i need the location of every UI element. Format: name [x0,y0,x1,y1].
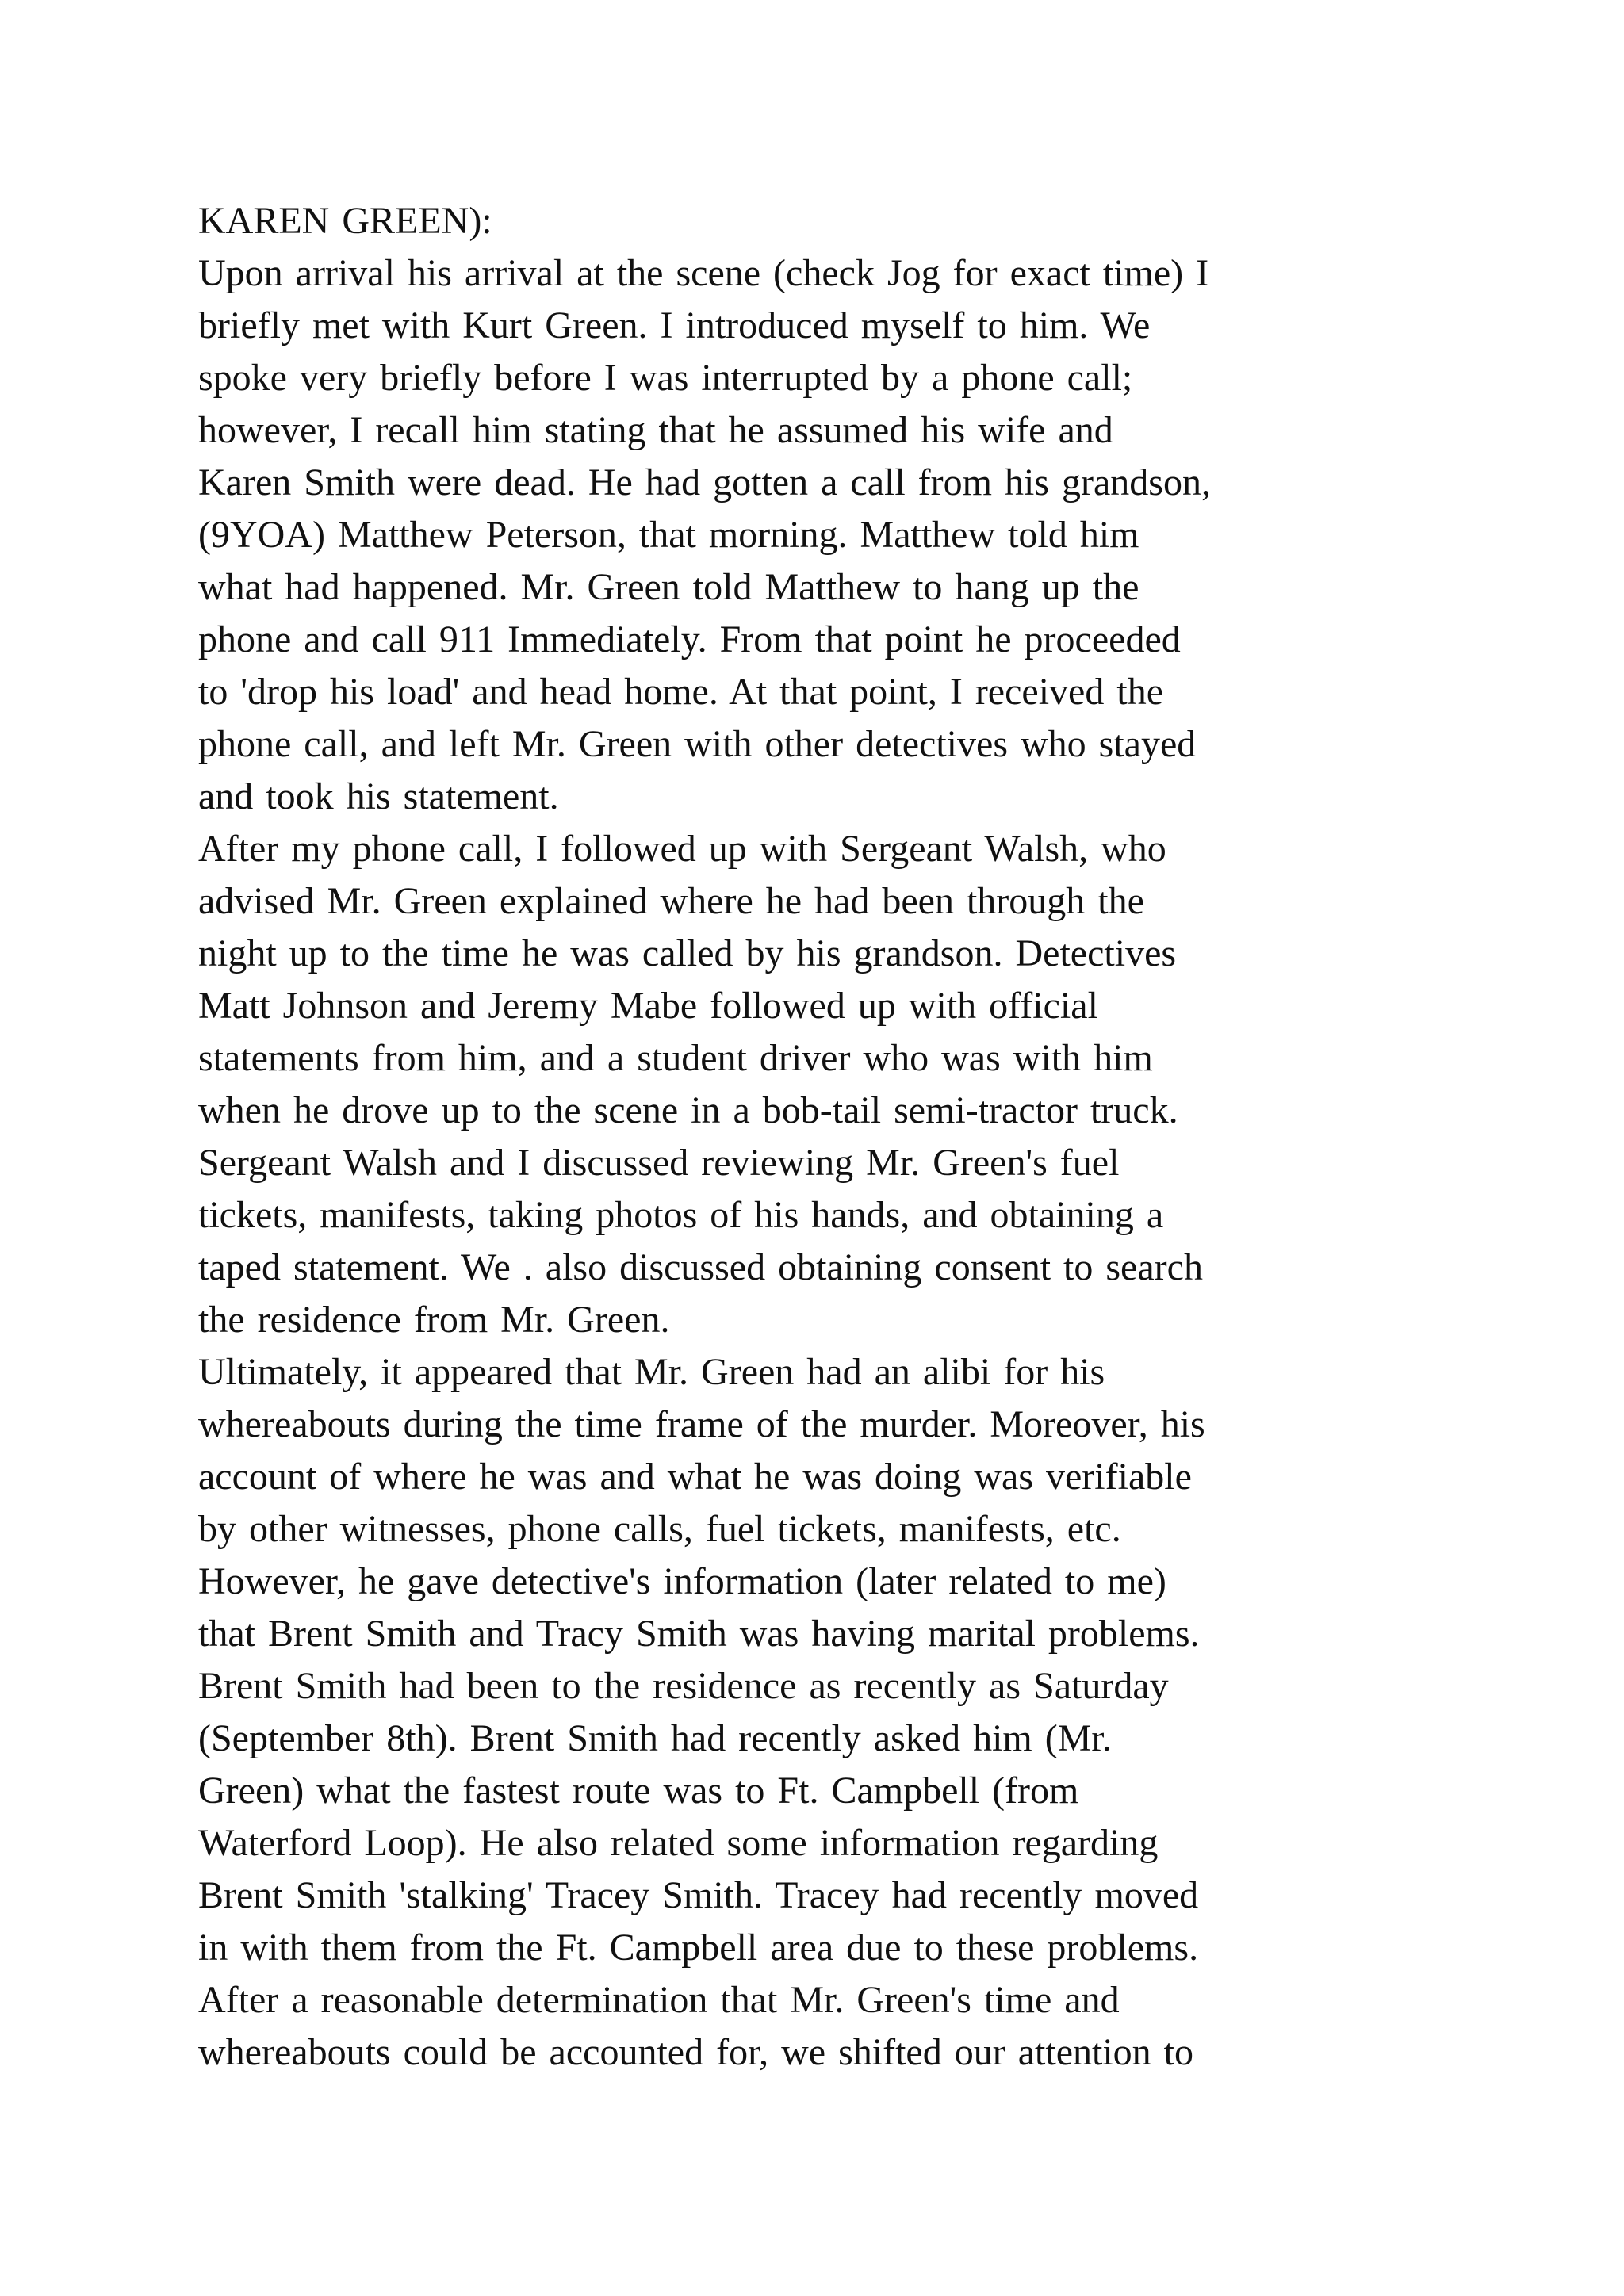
text-line: whereabouts could be accounted for, we shifted our attention to [198,2031,1194,2073]
text-line: statements from him, and a student driver who was with him [198,1037,1153,1079]
text-line: that Brent Smith and Tracy Smith was having marital problems. [198,1613,1200,1655]
text-line: After my phone call, I followed up with Sergeant Walsh, who [198,828,1166,870]
text-line: Matt Johnson and Jeremy Mabe followed up with official [198,985,1098,1027]
text-line: whereabouts during the time frame of the murder. Moreover, his [198,1403,1205,1445]
text-line: what had happened. Mr. Green told Matthew to hang up the [198,566,1139,608]
text-line: and took his statement. [198,775,559,817]
text-line: After a reasonable determination that Mr. Green's time and [198,1979,1120,2021]
text-line: However, he gave detective's information (later related to me) [198,1560,1166,1602]
text-line: when he drove up to the scene in a bob-tail semi-tractor truck. [198,1089,1178,1131]
text-line: Waterford Loop). He also related some information regarding [198,1822,1159,1864]
text-line: advised Mr. Green explained where he had been through the [198,880,1144,922]
text-line: Karen Smith were dead. He had gotten a call from his grandson, [198,461,1211,503]
text-line: Green) what the fastest route was to Ft. Campbell (from [198,1770,1079,1812]
text-line: in with them from the Ft. Campbell area due to these problems. [198,1927,1199,1969]
text-line: to 'drop his load' and head home. At that point, I received the [198,671,1163,713]
text-line: by other witnesses, phone calls, fuel tickets, manifests, etc. [198,1508,1121,1550]
text-line: the residence from Mr. Green. [198,1299,670,1341]
text-line: however, I recall him stating that he assumed his wife and [198,409,1113,451]
text-line: briefly met with Kurt Green. I introduced myself to him. We [198,304,1151,346]
text-line: Ultimately, it appeared that Mr. Green had an alibi for his [198,1351,1105,1393]
text-line: phone and call 911 Immediately. From that point he proceeded [198,618,1181,660]
text-line: account of where he was and what he was doing was verifiable [198,1456,1192,1498]
text-line: KAREN GREEN): [198,200,492,242]
text-line: Sergeant Walsh and I discussed reviewing Mr. Green's fuel [198,1142,1120,1184]
text-line: phone call, and left Mr. Green with other detectives who stayed [198,723,1197,765]
text-line: spoke very briefly before I was interrupted by a phone call; [198,357,1133,399]
text-line: tickets, manifests, taking photos of his hands, and obtaining a [198,1194,1164,1236]
text-line: night up to the time he was called by his grandson. Detectives [198,932,1177,974]
text-line: (September 8th). Brent Smith had recently asked him (Mr. [198,1717,1112,1759]
text-line: Brent Smith 'stalking' Tracey Smith. Tracey had recently moved [198,1874,1199,1916]
text-line: (9YOA) Matthew Peterson, that morning. Matthew told him [198,514,1139,556]
document-page [198,195,1499,2079]
text-line: Upon arrival his arrival at the scene (check Jog for exact time) I [198,252,1209,294]
text-line: Brent Smith had been to the residence as recently as Saturday [198,1665,1169,1707]
text-line: taped statement. We . also discussed obtaining consent to search [198,1246,1203,1288]
